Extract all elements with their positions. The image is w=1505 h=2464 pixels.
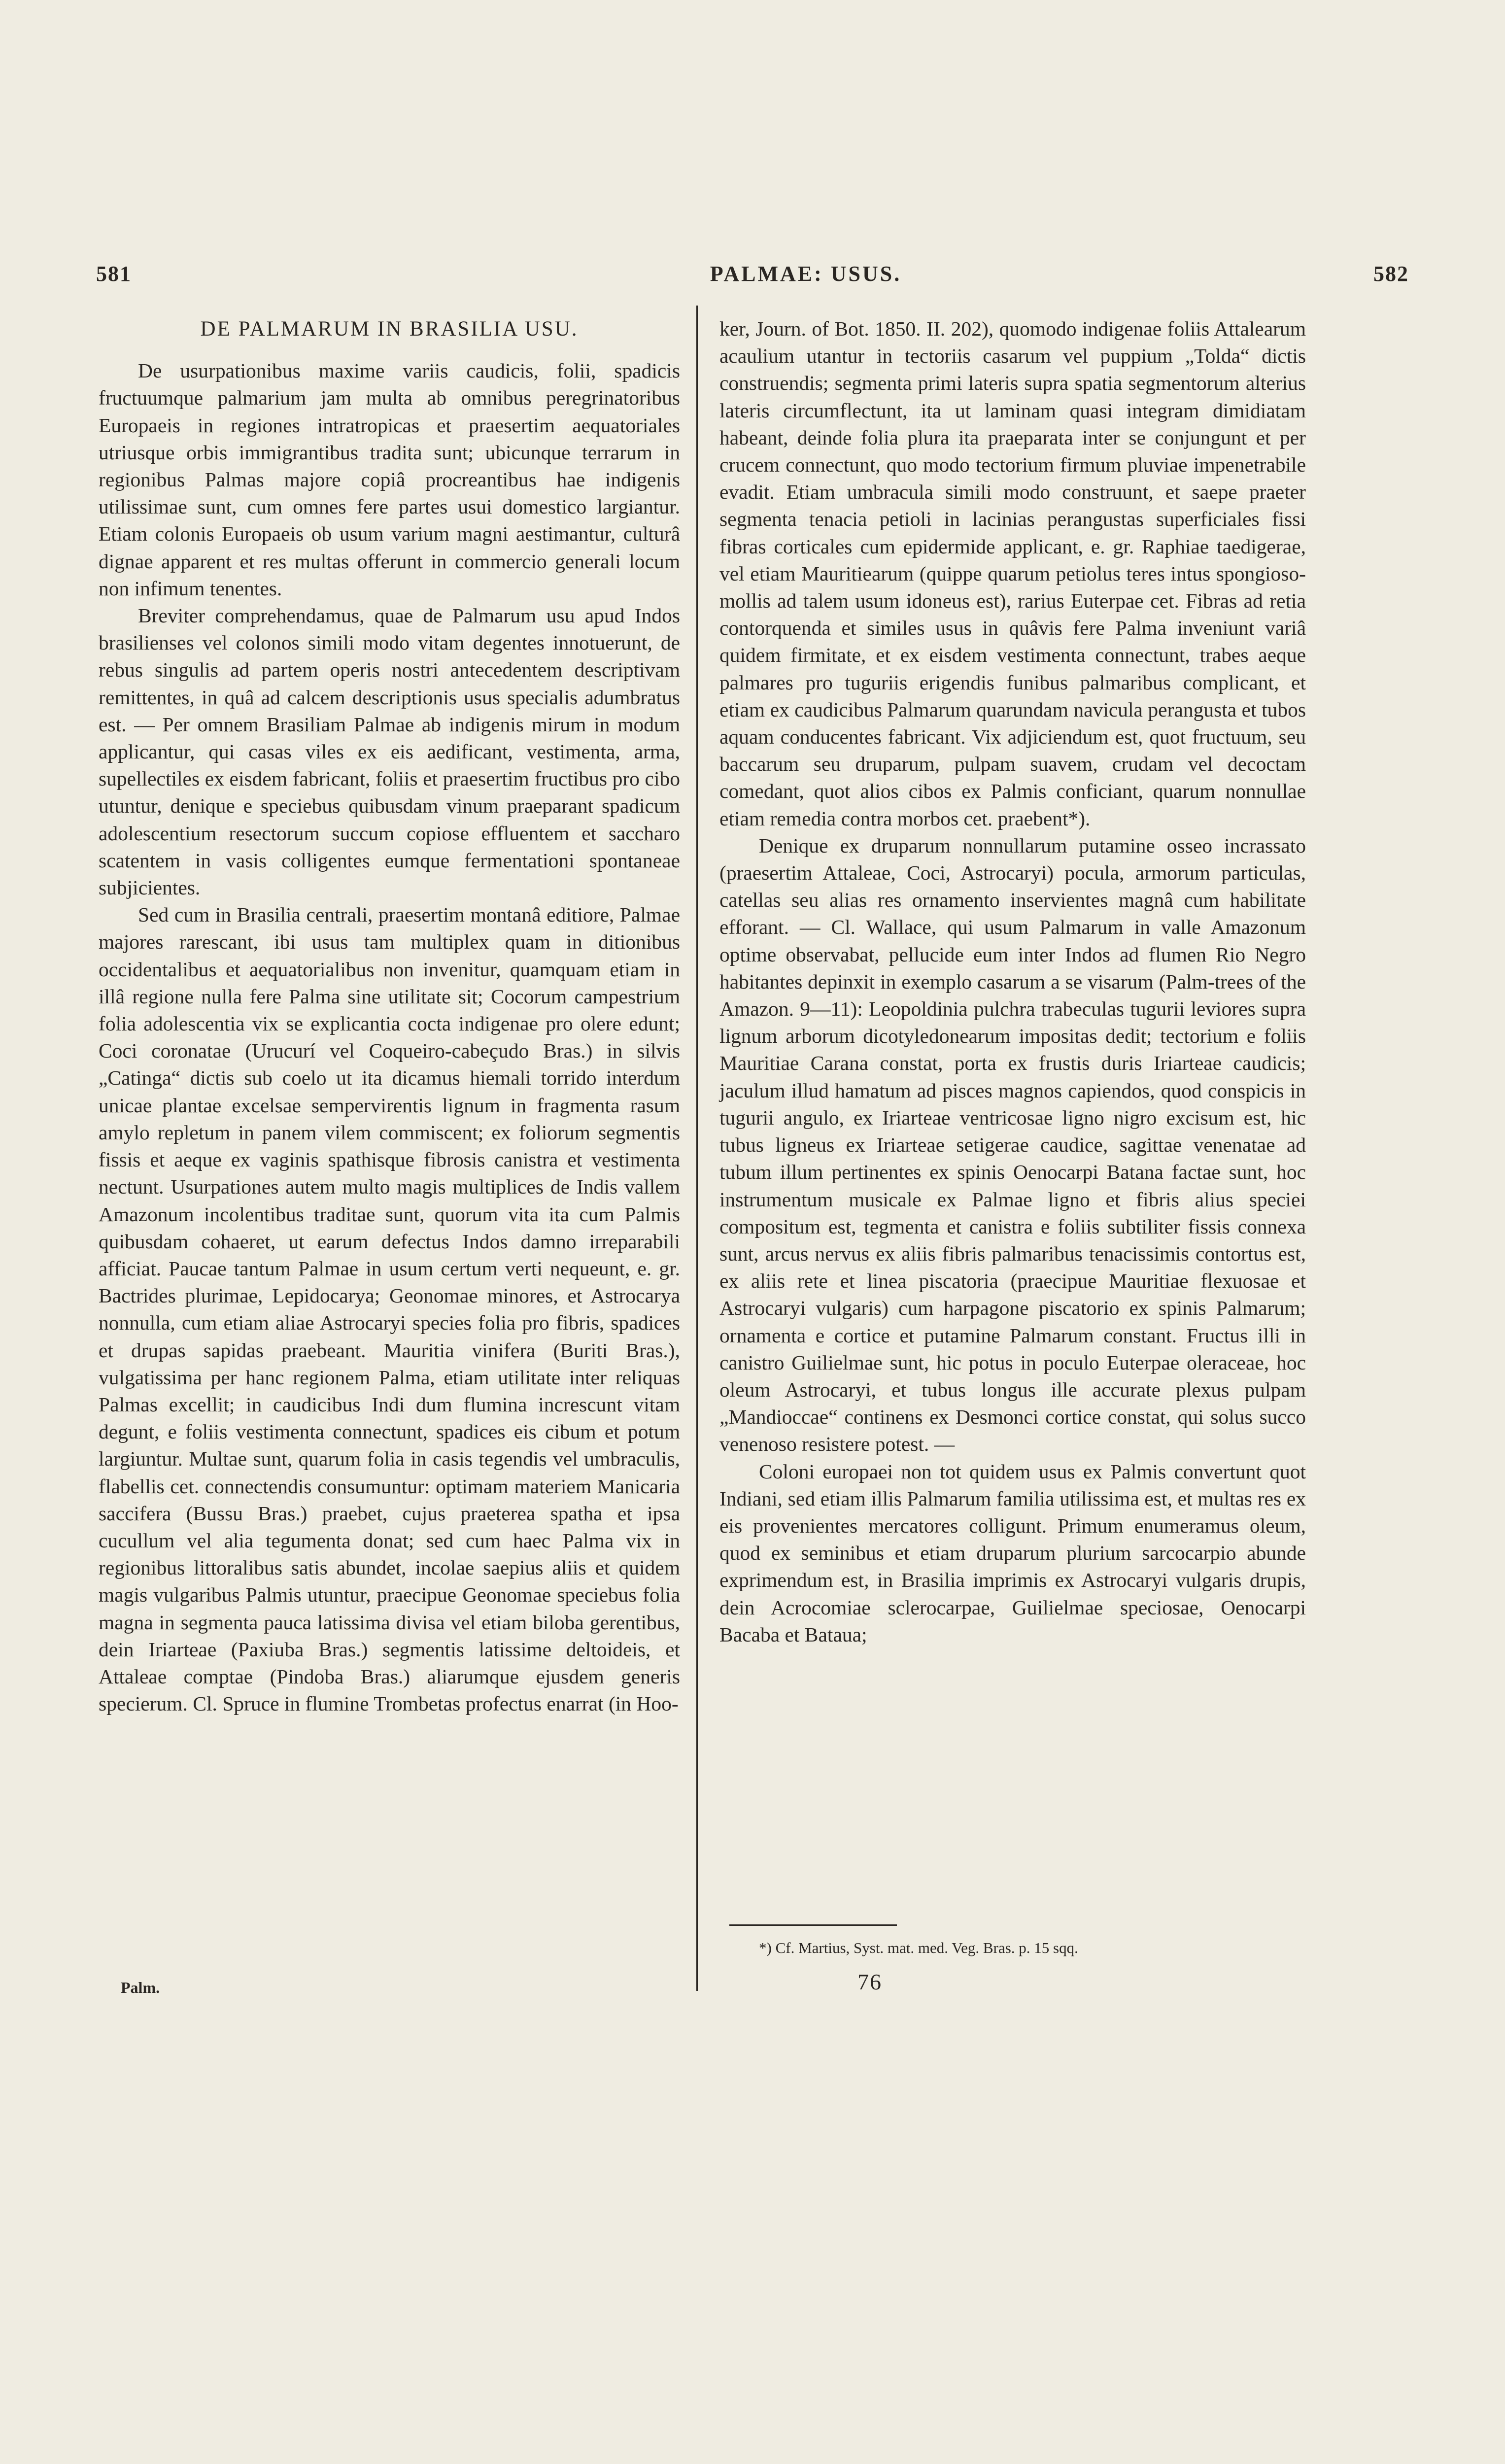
- paragraph: Coloni europaei non tot quidem usus ex Palmis convertunt quot Indiani, sed etiam illis Palmarum familia utilissima est, et multas res ex eis provenientes mercatores colligunt. Primum enumeramus oleum, quod ex seminibus et etiam druparum plurium sarcocarpio abunde exprimendum est, in Brasilia imprimis ex Astrocaryi vulgaris drupis, dein Acrocomiae sclerocarpae, Guilielmae speciosae, Oenocarpi Bacaba et Bataua;: [719, 1460, 1306, 1646]
- column-divider: [696, 306, 698, 1991]
- sheet-signature: 76: [857, 1969, 882, 1994]
- footnote-rule: [729, 1924, 897, 1926]
- footnote: *) Cf. Martius, Syst. mat. med. Veg. Bras. p. 15 sqq.: [759, 1939, 1078, 1956]
- footer-signature-mark: Palm.: [121, 1979, 160, 1996]
- paragraph: Breviter comprehendamus, quae de Palmarum usu apud Indos brasilienses vel colonos simili modo vitam degentes innotuerunt, de rebus singulis ad partem operis nostri antecedentem descriptivam remittentes, in quâ ad calcem descriptionis usus specialis adumbratus est. — Per omnem Brasiliam Palmae ab indigenis mirum in modum applicantur, qui casas viles ex eis aedificant, vestimenta, arma, supellectiles ex eisdem fabricant, foliis et praesertim fructibus pro cibo utuntur, denique e speciebus quibusdam vinum praeparant spadicum adolescentium resectorum succum copiose effluentem et saccharo scatentem in vasis colligentes eumque fermentationi spontaneae subjicientes.: [99, 604, 680, 899]
- paragraph: Sed cum in Brasilia centrali, praesertim montanâ editiore, Palmae majores rarescant, ibi usus tam multiplex quam in ditionibus occidentalibus et aequatorialibus non invenitur, quamquam etiam in illâ regione nulla fere Palma sine utilitate sit; Cocorum campestrium folia adolescentia vix se explicantia cocta indigenae pro olere edunt; Coci coronatae (Urucurí vel Coqueiro-cabeçudo Bras.) in silvis „Catinga“ dictis sub coelo ut ita dicamus hiemali torrido interdum unicae plantae excelsae sempervirentis lignum in fragmenta rasum amylo repletum in panem vilem commiscent; ex foliorum segmentis fissis et aeque ex vaginis spathisque fibrosis canistra et vestimenta nectunt. Usurpationes autem multo magis multiplices de Indis vallem Amazonum incolentibus traditae sunt, quorum vita ita cum Palmis quibusdam cohaeret, ut earum defectus Indos damno irreparabili afficiat. Paucae tantum Palmae in usum certum verti nequeunt, e. gr. Bactrides plurimae, Lepidocarya; Geonomae minores, et Astrocarya nonnulla, cum etiam aliae Astrocaryi species folia pro fibris, spadices et drupas sapidas praebeant. Mauritia vinifera (Buriti Bras.), vulgatissima per hanc regionem Palma, etiam utilitate inter reliquas Palmas excellit; in caudicibus Indi dum flumina increscunt vitam degunt, e foliis vestimenta connectunt, spadices eis cibum et potum largiuntur. Multae sunt, quarum folia in casis tegendis vel umbraculis, flabellis cet. connectendis consumuntur: optimam materiem Manicaria saccifera (Bussu Bras.) praebet, cujus praeterea spatha et ipsa cucullum vel alia tegumenta donat; sed cum haec Palma vix in regionibus littoralibus satis abundet, incolae saepius aliis et quidem magis vulgaribus Palmis utuntur, praecipue Geonomae speciebus folia magna in segmenta pauca latissima divisa vel etiam biloba gerentibus, dein Iriarteae (Paxiuba Bras.) segmentis latissime deltoideis, et Attaleae comptae (Pindoba Bras.) aliarumque ejusdem generis specierum. Cl. Spruce in flumine Trombetas profectus enarrat (in Hoo-: [99, 903, 680, 1715]
- page-number-right: 582: [1373, 262, 1409, 286]
- paragraph: De usurpationibus maxime variis caudicis, folii, spadicis fructuumque palmarium jam multa ab omnibus peregrinatoribus Europaeis in regiones intratropicas et praesertim aequatoriales utriusque orbis immigrantibus tradita sunt; ubicunque terrarum in regionibus Palmas majore copiâ procreantibus hae indigenis utilissimae sunt, cum omnes fere partes usui domestico largiantur. Etiam colonis Europaeis ob usum varium magni aestimantur, culturâ dignae apparent et res multas offerunt in commercio generali locum non infimum tenentes.: [99, 359, 680, 600]
- paragraph: Denique ex druparum nonnullarum putamine osseo incrassato (praesertim Attaleae, Coci, Astrocaryi) pocula, armorum particulas, catellas seu alias res ornamento inservientes magnâ cum habilitate efforant. — Cl. Wallace, qui usum Palmarum in valle Amazonum optime observabat, pellucide eum inter Indos ad flumen Rio Negro habitantes depinxit in exemplo casarum a se visarum (Palm-trees of the Amazon. 9—11): Leopoldinia pulchra trabeculas tugurii leviores supra lignum arborum dicotyledonearum impositas dedit; tectorium e foliis Mauritiae Carana constat, porta ex frustis duris Iriarteae caudicis; jaculum illud hamatum ad pisces magnos capiendos, quod conspicis in tugurii angulo, ex Iriarteae ventricosae ligno nigro excisum est, hic tubus ligneus ex Iriarteae setigerae caudice, sagittae venenatae ad tubum illum pertinentes ex spinis Oenocarpi Batana factae sunt, hoc instrumentum musicale ex Palmae ligno et fibris alius speciei compositum est, tegmenta et canistra e foliis subtiliter fissis connexa sunt, arcus nervus ex aliis fibris palmaribus tenacissimis contortus est, ex aliis rete et linea piscatoria (praecipue Mauritiae flexuosae et Astrocaryi vulgaris) cum harpagone piscatorio ex spinis Palmarum; ornamenta e cortice et putamine Palmarum constant. Fructus illi in canistro Guilielmae sunt, hic potus in poculo Euterpae oleraceae, hoc oleum Astrocaryi, et tubus longus ille accurate plexus pulpam „Mandioccae“ continens ex Desmonci cortice constat, qui solus succo venenoso resistere potest. —: [719, 834, 1306, 1456]
- paragraph: ker, Journ. of Bot. 1850. II. 202), quomodo indigenae foliis Attalearum acaulium utantur in tectoriis casarum vel puppium „Tolda“ dictis construendis; segmenta primi lateris supra spatia segmentorum alterius lateris circumflectunt, ita ut laminam quasi integram dimidiatam habeant, deinde folia plura ita praeparata inter se conjungunt et per crucem connectunt, quo modo tectorium firmum pluviae impenetrabile evadit. Etiam umbracula simili modo construunt, et saepe praeter segmenta tenacia petioli in lacinias perangustas superficiales fissi fibras corticales cum epidermide applicant, e. gr. Raphiae taedigerae, vel etiam Mauritiearum (quippe quarum petiolus teres intus spongioso-mollis ad talem usum idoneus est), rarius Euterpae cet. Fibras ad retia contorquenda et similes usus in quâvis fere Palma inveniunt variâ quidem firmitate, et ex eisdem vestimenta connectunt, trabes aeque palmares pro tuguriis erigendis funibus palmaribus complicant, et etiam ex caudicibus Palmarum quarundam navicula perangusta et tubos aquam conducentes fabricant. Vix adjiciendum est, quot fructuum, seu baccarum seu druparum, pulpam suavem, crudam vel decoctam comedant, quot alios cibos ex Palmis conficiant, quarum nonnullae etiam remedia contra morbos cet. praebent*).: [719, 317, 1306, 830]
- section-title: DE PALMARUM IN BRASILIA USU.: [200, 317, 579, 341]
- running-title: PALMAE: USUS.: [710, 262, 902, 286]
- page-header: [96, 261, 1409, 296]
- right-column: [719, 315, 1306, 1648]
- page-number-left: 581: [96, 262, 132, 286]
- left-column: [99, 315, 680, 1717]
